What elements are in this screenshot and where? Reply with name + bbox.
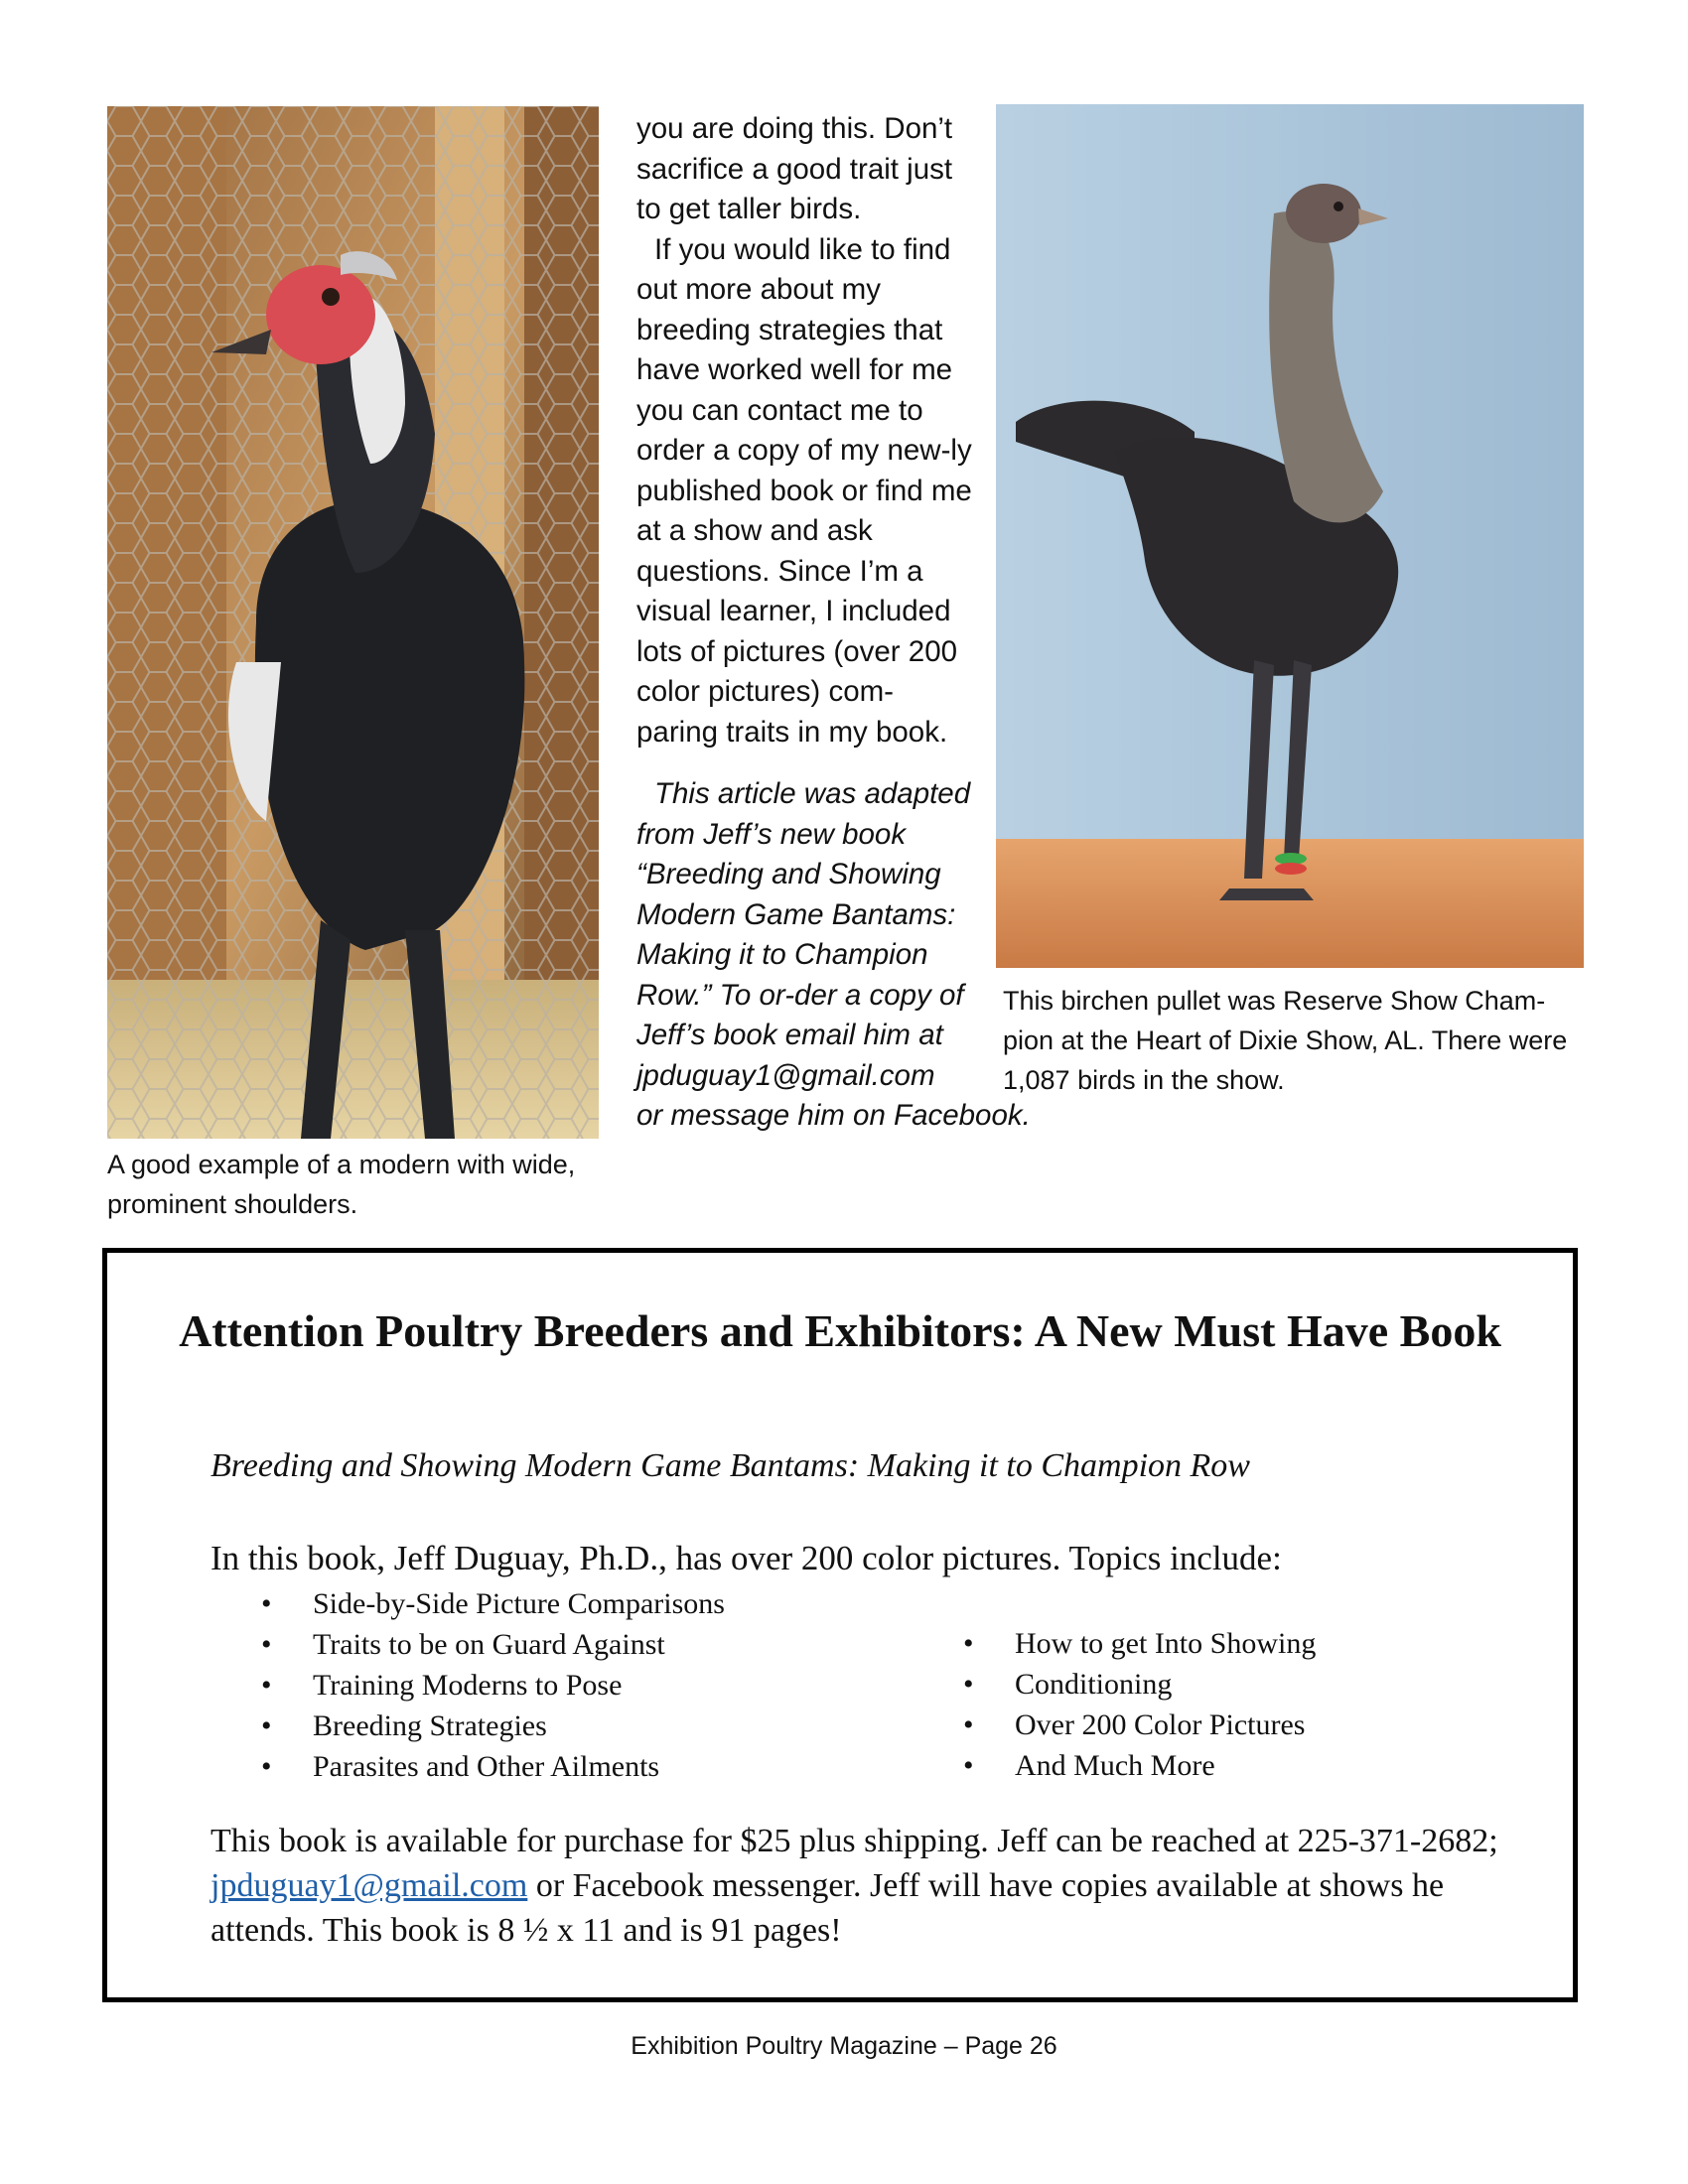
article-paragraph-2	[636, 230, 974, 753]
topic-item: • Conditioning	[963, 1664, 1316, 1705]
topic-item: • Training Moderns to Pose	[261, 1665, 725, 1706]
caption-birchen-pullet: This birchen pullet was Reserve Show Cham-pion at the Heart of Dixie Show, AL. There were 1,087 birds in the show.	[1003, 986, 1568, 1095]
ad-purchase-info	[211, 1819, 1531, 1953]
topic-item: • Parasites and Other Ailments	[261, 1746, 725, 1787]
ad-subtitle: Breeding and Showing Modern Game Bantams: Making it to Champion Row	[211, 1447, 1250, 1484]
topic-item: • And Much More	[963, 1745, 1316, 1786]
book-advertisement	[102, 1248, 1578, 2002]
ad-footer-text-after: or Facebook messenger. Jeff will have copies available at shows he attends. This book is 8 ½ x 11 and is 91 pages!	[211, 1867, 1445, 1949]
ad-intro: In this book, Jeff Duguay, Ph.D., has over 200 color pictures. Topics include:	[211, 1539, 1282, 1577]
article-note-end: or message him on Facebook.	[636, 1099, 1031, 1132]
photo-birchen-pullet	[996, 104, 1584, 968]
birchen-pullet-illustration	[996, 104, 1584, 968]
article-note-text: This article was adapted from Jeff’s new book “Breeding and Showing Modern Game Bantams: Making it to Champion Row.” To or-der a copy of Jeff’s book email him at	[636, 777, 971, 1051]
topic-item: • Traits to be on Guard Against	[261, 1624, 725, 1665]
ad-footer-text-before: This book is available for purchase for $25 plus shipping. Jeff can be reached at 225-371-2682;	[211, 1823, 1498, 1859]
ad-title: Attention Poultry Breeders and Exhibitors: A New Must Have Book	[179, 1305, 1501, 1356]
photo-modern-cock	[107, 106, 599, 1139]
article-column	[636, 109, 1031, 1137]
article-note	[636, 774, 1031, 1137]
article-paragraph-1: you are doing this. Don’t sacrifice a good trait just to get taller birds.	[636, 112, 953, 225]
article-note-email[interactable]: jpduguay1@gmail.com	[636, 1058, 935, 1092]
topics-list-right	[963, 1623, 1316, 1786]
article-paragraph-2-text: If you would like to find out more about my breeding strategies that have worked well for me you can contact me to order a copy of my new-ly published book or find me at a show and ask questions. Since I’m a visual learner, I included lots of pictures (over 200 color pictures) com-paring traits in my book.	[636, 232, 972, 749]
topic-item: • Over 200 Color Pictures	[963, 1705, 1316, 1745]
modern-cock-illustration	[107, 106, 599, 1139]
ad-email-link[interactable]: jpduguay1@gmail.com	[211, 1867, 528, 1904]
topic-item: • Breeding Strategies	[261, 1706, 725, 1746]
topics-list-left	[261, 1583, 725, 1787]
topic-item: • Side-by-Side Picture Comparisons	[261, 1583, 725, 1624]
topic-item: • How to get Into Showing	[963, 1623, 1316, 1664]
caption-modern-cock: A good example of a modern with wide, prominent shoulders.	[107, 1150, 576, 1219]
page-footer: Exhibition Poultry Magazine – Page 26	[631, 2032, 1057, 2060]
